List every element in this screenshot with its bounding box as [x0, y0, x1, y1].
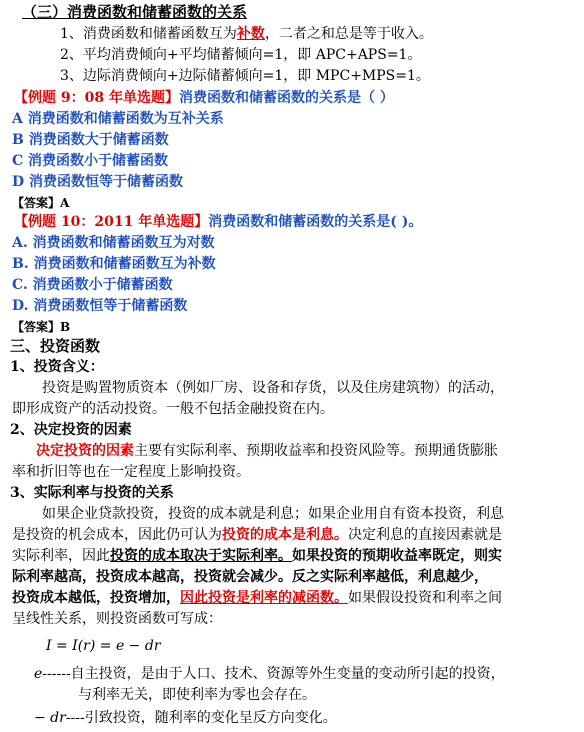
answer-value: B [60, 320, 71, 334]
answer-value: A [60, 196, 70, 210]
dr-definition [34, 708, 337, 728]
part-heading: 三、投资函数 [10, 337, 101, 355]
e-definition-line-2: 与利率无关，即使利率为零也会存在。 [78, 687, 316, 703]
subsection-3-line-4: 际利率越高，投资成本越高，投资就会减少。反之实际利率越低，利息越少， [12, 569, 488, 585]
subsection-3-line-6: 呈线性关系，则投资函数可写成： [12, 611, 222, 627]
example-10-option-d: D. 消费函数恒等于储蓄函数 [12, 298, 188, 314]
subsection-2-text: 主要有实际利率、预期收益率和投资风险等。预期通货膨胀 [134, 443, 498, 459]
example-10-option-c: C. 消费函数小于储蓄函数 [12, 277, 173, 293]
example-10-question [14, 212, 422, 232]
investment-formula: I = I(r) = e − dr [46, 638, 161, 654]
subsection-3-line-5 [12, 588, 502, 608]
subsection-2-paragraph-line-1 [36, 441, 498, 461]
subsection-1-paragraph-line-1: 投资是购置物质资本（例如厂房、设备和存货，以及住房建筑物）的活动， [42, 380, 504, 396]
example-9-option-a: A 消费函数和储蓄函数为互补关系 [12, 111, 224, 127]
line3-keyword: 投资的成本取决于实际利率。 [110, 548, 292, 564]
dr-symbol: − dr [34, 710, 66, 726]
subsection-3-line-1: 如果企业贷款投资，投资的成本就是利息；如果企业用自有资本投资，利息 [42, 506, 504, 522]
relation-item-2: 2、平均消费倾向+平均储蓄倾向=1，即 APC+APS=1。 [60, 47, 422, 63]
e-symbol: e [34, 666, 43, 682]
example-10-option-b: B. 消费函数和储蓄函数互为补数 [12, 256, 216, 272]
line3-post: 如果投资的预期收益率既定，则实 [292, 548, 502, 564]
example-9-option-c: C 消费函数小于储蓄函数 [12, 153, 169, 169]
example-10-text: 消费函数和储蓄函数的关系是( )。 [208, 214, 423, 230]
example-9-option-b: B 消费函数大于储蓄函数 [12, 132, 169, 148]
item1-pre: 1、消费函数和储蓄函数互为 [60, 26, 237, 42]
example-9-tag: 【例题 9：08 年单选题】 [14, 90, 179, 106]
example-9-text: 消费函数和储蓄函数的关系是（ ） [178, 90, 394, 106]
subsection-2-heading: 2、决定投资的因素 [10, 422, 132, 438]
example-10-option-a: A. 消费函数和储蓄函数互为对数 [12, 235, 215, 251]
e-definition-line-1 [34, 664, 505, 684]
example-9-question [14, 88, 394, 108]
subsection-1-heading: 1、投资含义： [10, 359, 104, 375]
line5-pre: 投资成本越低，投资增加， [12, 590, 180, 606]
example-10-tag: 【例题 10：2011 年单选题】 [14, 214, 209, 230]
relation-item-3: 3、边际消费倾向+边际储蓄倾向=1，即 MPC+MPS=1。 [60, 68, 430, 84]
line2-pre: 是投资的机会成本，因此仍可认为 [12, 527, 222, 543]
line2-keyword: 投资的成本是利息。 [222, 527, 348, 543]
subsection-2-keyword: 决定投资的因素 [36, 443, 134, 459]
subsection-1-paragraph-line-2: 即形成资产的活动投资。一般不包括金融投资在内。 [12, 401, 334, 417]
example-9-option-d: D 消费函数恒等于储蓄函数 [12, 174, 184, 190]
section-heading-text: （三）消费函数和储蓄函数的关系 [22, 3, 248, 21]
answer-label: 【答案】 [12, 320, 61, 334]
e-description: ------自主投资，是由于人口、技术、资源等外生变量的变动所引起的投资， [42, 666, 505, 682]
relation-item-1 [60, 24, 433, 44]
subsection-3-heading: 3、实际利率与投资的关系 [10, 485, 174, 501]
subsection-3-line-2 [12, 525, 502, 545]
example-10-answer [12, 317, 70, 337]
section-heading [22, 2, 247, 22]
line5-keyword: 因此投资是利率的减函数。 [180, 590, 348, 606]
line5-post: 如果假设投资和利率之间 [348, 590, 502, 606]
example-9-answer [12, 193, 69, 213]
dr-description: ----引致投资，随利率的变化呈反方向变化。 [65, 710, 337, 726]
answer-label: 【答案】 [12, 196, 61, 210]
item1-post: ，二者之和总是等于收入。 [264, 26, 433, 42]
line3-pre: 实际利率，因此 [12, 548, 110, 564]
line2-post: 决定利息的直接因素就是 [348, 527, 502, 543]
subsection-2-paragraph-line-2: 率和折旧等也在一定程度上影响投资。 [12, 464, 250, 480]
item1-keyword: 补数 [236, 26, 265, 42]
subsection-3-line-3 [12, 546, 502, 566]
